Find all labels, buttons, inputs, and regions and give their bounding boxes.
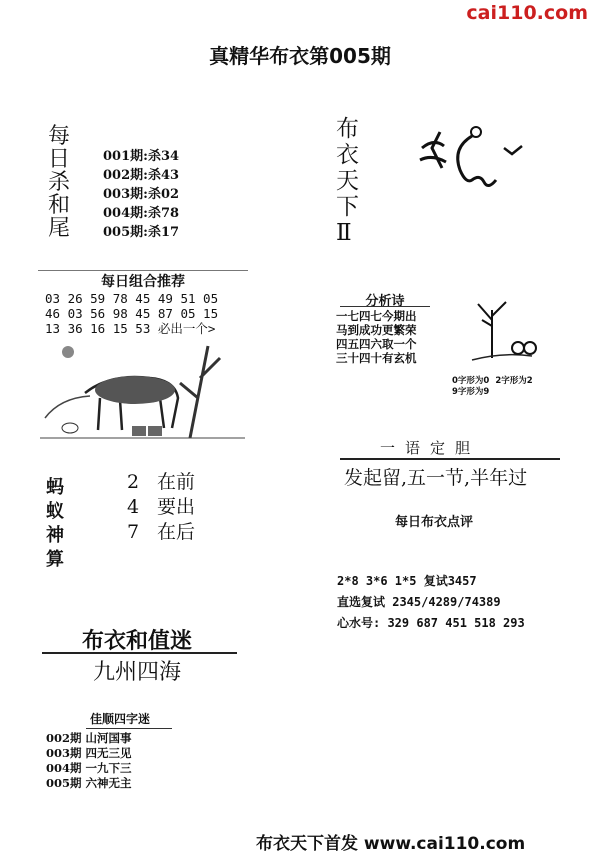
shape-note: 0字形为0	[452, 376, 490, 386]
list-item: 2 在前	[127, 471, 196, 493]
list-item: 002期 山河国事	[46, 731, 132, 745]
page-title: 真精华布衣第005期	[209, 44, 391, 68]
list-item: 003期:杀02	[103, 187, 180, 202]
yiyu-rule	[340, 458, 560, 460]
buyi-title: 布衣和值迷	[81, 628, 192, 654]
poem-underline	[340, 306, 430, 307]
comment-line: 直选复试 2345/4289/74389	[337, 595, 501, 609]
combo-row: 46 03 56 98 45 87 05 15	[45, 306, 219, 321]
buyi-subtitle: 九州四海	[92, 660, 181, 685]
comment-line: 心水号: 329 687 451 518 293	[337, 616, 525, 630]
comment-numbers	[337, 571, 525, 634]
list-item: 001期:杀34	[103, 149, 180, 164]
combo-rows	[45, 291, 218, 336]
comment-line: 2*8 3*6 1*5 复试3457	[337, 574, 477, 588]
ant-heading: 蚂蚁神算	[46, 477, 64, 570]
daily-kill-heading: 每日杀和尾	[47, 124, 70, 241]
poem-line: 三十四十有玄机	[336, 351, 417, 365]
poem-line: 一七四七今期出	[336, 309, 417, 323]
four-list	[46, 731, 132, 791]
shape-note: 9字形为9	[452, 387, 490, 397]
ant-list	[127, 470, 195, 545]
list-item: 7 在后	[127, 521, 196, 543]
list-item: 005期:杀17	[103, 225, 180, 240]
sketch-illustration	[412, 118, 532, 198]
site-watermark: cai110.com	[466, 2, 588, 24]
poem-line: 四五四六取一个	[336, 337, 417, 351]
bytx-heading: 布衣天下Ⅱ	[336, 116, 359, 246]
list-item: 004期 一九下三	[46, 761, 132, 775]
daily-kill-list	[103, 147, 179, 242]
footer-text: 布衣天下首发 www.cai110.com	[256, 834, 526, 854]
yiyu-text: 发起留,五一节,半年过	[344, 467, 528, 489]
yiyu-title: 一语定胆	[380, 439, 481, 457]
list-item: 005期 六神无主	[46, 776, 132, 790]
list-item: 002期:杀43	[103, 168, 180, 183]
combo-row: 13 36 16 15 53 必出一个>	[45, 321, 216, 336]
combo-row: 03 26 59 78 45 49 51 05	[45, 291, 219, 306]
four-title: 佳顺四字迷	[90, 712, 151, 726]
ox-illustration	[40, 338, 245, 448]
shape-note: 2字形为2	[495, 376, 533, 386]
list-item: 003期 四无三见	[46, 746, 132, 760]
comment-title: 每日布衣点评	[395, 515, 474, 530]
shape-notes	[452, 376, 539, 398]
list-item: 4 要出	[127, 496, 196, 518]
four-underline	[86, 728, 172, 729]
buyi-rule	[42, 652, 237, 654]
combo-title: 每日组合推荐	[101, 274, 185, 290]
list-item: 004期:杀78	[103, 206, 180, 221]
poem-title: 分析诗	[365, 294, 405, 309]
poem-lines	[336, 309, 417, 365]
plant-illustration	[462, 290, 552, 370]
poem-line: 马到成功更繁荣	[336, 323, 417, 337]
